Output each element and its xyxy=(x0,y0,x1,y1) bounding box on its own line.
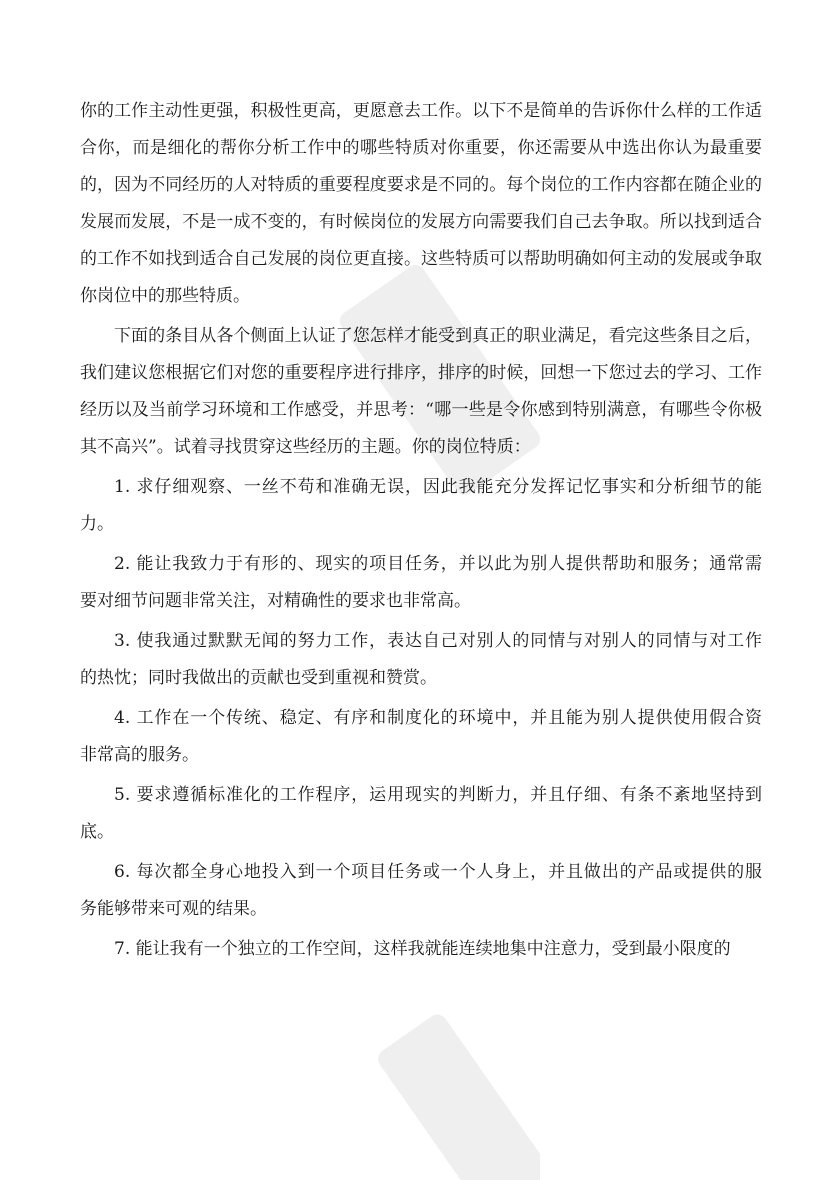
text-line: 你岗位中的那些特质。 xyxy=(80,286,250,306)
list-item xyxy=(80,931,762,968)
paragraph xyxy=(80,318,762,466)
text-line: 5. 要求遵循标准化的工作程序，运用现实的判断力，并且仔细、有条不紊地坚持到 xyxy=(114,785,762,805)
list-item xyxy=(80,623,762,697)
list-item xyxy=(80,700,762,774)
text-line: 的工作不如找到适合自己发展的岗位更直接。这些特质可以帮助明确如何主动的发展或争取 xyxy=(80,249,762,269)
text-line: 力。 xyxy=(80,514,114,534)
document-page xyxy=(80,93,762,971)
list-item xyxy=(80,777,762,851)
text-line: 2. 能让我致力于有形的、现实的项目任务，并以此为别人提供帮助和服务；通常需 xyxy=(114,554,762,574)
text-line: 你的工作主动性更强，积极性更高，更愿意去工作。以下不是简单的告诉你什么样的工作适 xyxy=(80,101,762,121)
list-item xyxy=(80,546,762,620)
watermark-logo-bottom xyxy=(360,1010,540,1180)
text-line: 其不高兴”。试着寻找贯穿这些经历的主题。你的岗位特质： xyxy=(80,437,531,457)
text-line: 6. 每次都全身心地投入到一个项目任务或一个人身上，并且做出的产品或提供的服 xyxy=(114,862,762,882)
text-line: 合你，而是细化的帮你分析工作中的哪些特质对你重要，你还需要从中选出你认为最重要 xyxy=(80,138,762,158)
text-line: 1. 求仔细观察、一丝不苟和准确无误，因此我能充分发挥记忆事实和分析细节的能 xyxy=(114,477,762,497)
text-line: 发展而发展，不是一成不变的，有时候岗位的发展方向需要我们自己去争取。所以找到适合 xyxy=(80,212,762,232)
list-item xyxy=(80,469,762,543)
text-line: 的热忱；同时我做出的贡献也受到重视和赞赏。 xyxy=(80,668,437,688)
text-line: 我们建议您根据它们对您的重要程序进行排序，排序的时候，回想一下您过去的学习、工作 xyxy=(80,363,762,383)
text-line: 经历以及当前学习环境和工作感受，并思考：“哪一些是令你感到特别满意，有哪些令你极 xyxy=(80,400,762,420)
text-line: 3. 使我通过默默无闻的努力工作，表达自己对别人的同情与对别人的同情与对工作 xyxy=(114,631,762,651)
text-line: 要对细节问题非常关注，对精确性的要求也非常高。 xyxy=(80,591,471,611)
text-line: 的，因为不同经历的人对特质的重要程度要求是不同的。每个岗位的工作内容都在随企业的 xyxy=(80,175,762,195)
list-item xyxy=(80,854,762,928)
text-line: 7. 能让我有一个独立的工作空间，这样我就能连续地集中注意力，受到最小限度的 xyxy=(114,939,731,959)
text-line: 底。 xyxy=(80,822,114,842)
text-line: 4. 工作在一个传统、稳定、有序和制度化的环境中，并且能为别人提供使用假合资 xyxy=(114,708,762,728)
paragraph xyxy=(80,93,762,315)
text-line: 下面的条目从各个侧面上认证了您怎样才能受到真正的职业满足，看完这些条目之后， xyxy=(114,326,762,346)
text-line: 非常高的服务。 xyxy=(80,745,199,765)
text-line: 务能够带来可观的结果。 xyxy=(80,899,267,919)
